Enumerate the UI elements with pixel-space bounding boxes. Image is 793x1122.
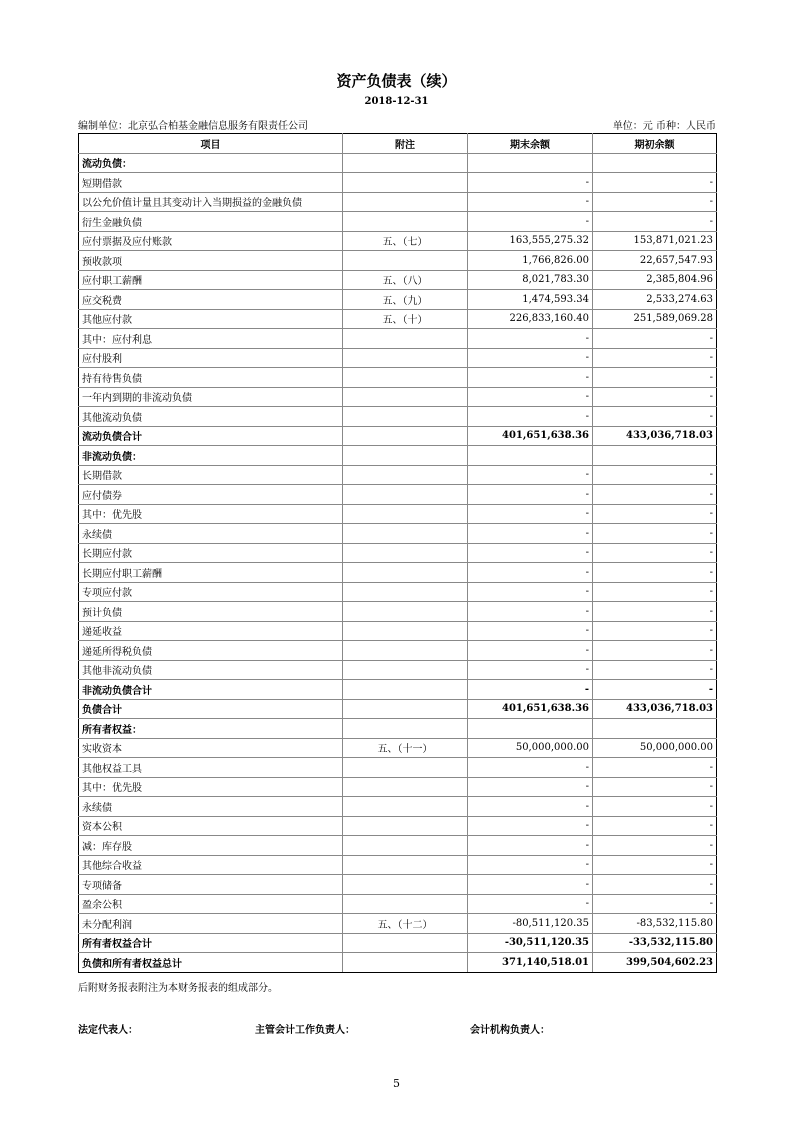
row-begin-balance: - [593,777,717,797]
footnote: 后附财务报表附注为本财务报表的组成部分。 [78,983,278,994]
row-begin-balance: - [593,641,717,661]
row-end-balance: 163,555,275.32 [468,231,593,251]
row-begin-balance: - [593,524,717,544]
row-item: 负债和所有者权益总计 [79,953,343,973]
row-item: 其他权益工具 [79,758,343,778]
row-note [343,426,468,446]
row-note [343,387,468,407]
row-item: 盈余公积 [79,894,343,914]
report-date: 2018-12-31 [364,96,429,107]
row-end-balance: - [468,797,593,817]
row-note [343,407,468,427]
table-row [79,387,717,407]
row-begin-balance [593,719,717,739]
row-begin-balance: - [593,407,717,427]
row-item: 实收资本 [79,738,343,758]
row-begin-balance: - [593,855,717,875]
row-item: 永续债 [79,524,343,544]
row-begin-balance: - [593,192,717,212]
row-item: 减：库存股 [79,836,343,856]
row-end-balance: - [468,348,593,368]
row-end-balance: - [468,777,593,797]
row-begin-balance: - [593,387,717,407]
row-item: 专项应付款 [79,582,343,602]
row-item: 以公允价值计量且其变动计入当期损益的金融负债 [79,192,343,212]
row-item: 其中：优先股 [79,504,343,524]
row-end-balance: - [468,894,593,914]
row-note [343,816,468,836]
row-begin-balance: - [593,680,717,700]
row-note [343,836,468,856]
table-row [79,407,717,427]
table-row [79,933,717,953]
table-row [79,758,717,778]
table-row [79,348,717,368]
table-row [79,446,717,466]
row-item: 应付职工薪酬 [79,270,343,290]
row-note [343,563,468,583]
table-row [79,153,717,173]
row-end-balance: - [468,641,593,661]
table-row [79,504,717,524]
page-number: 5 [393,1077,400,1090]
row-begin-balance: - [593,660,717,680]
row-note [343,680,468,700]
row-end-balance: 1,474,593.34 [468,290,593,310]
table-row [79,309,717,329]
header-end-balance: 期末余额 [468,134,593,154]
row-end-balance: - [468,212,593,232]
row-begin-balance: - [593,173,717,193]
row-note [343,699,468,719]
row-end-balance: - [468,504,593,524]
row-end-balance: -30,511,120.35 [468,933,593,953]
row-end-balance: - [468,368,593,388]
table-row [79,270,717,290]
row-begin-balance: - [593,504,717,524]
row-note [343,855,468,875]
row-item: 预计负债 [79,602,343,622]
row-note [343,933,468,953]
row-item: 衍生金融负债 [79,212,343,232]
row-item: 非流动负债： [79,446,343,466]
row-note [343,251,468,271]
row-end-balance: 401,651,638.36 [468,699,593,719]
row-end-balance: - [468,465,593,485]
row-begin-balance: - [593,368,717,388]
row-begin-balance [593,153,717,173]
row-begin-balance: - [593,797,717,817]
report-title: 资产负债表（续） [336,72,457,90]
row-end-balance: - [468,602,593,622]
row-note [343,446,468,466]
row-item: 其他流动负债 [79,407,343,427]
header-begin-balance: 期初余额 [593,134,717,154]
row-item: 流动负债合计 [79,426,343,446]
accounting-head-label: 主管会计工作负责人： [255,1025,355,1036]
table-row [79,875,717,895]
row-begin-balance: - [593,894,717,914]
table-row [79,582,717,602]
row-note [343,368,468,388]
row-begin-balance: - [593,836,717,856]
row-item: 应付股利 [79,348,343,368]
table-row [79,836,717,856]
table-row [79,543,717,563]
report-meta [78,117,716,132]
row-begin-balance: 153,871,021.23 [593,231,717,251]
row-note [343,329,468,349]
table-row [79,231,717,251]
row-note: 五、（八） [343,270,468,290]
row-note [343,953,468,973]
row-end-balance: 1,766,826.00 [468,251,593,271]
table-row [79,192,717,212]
row-item: 长期应付款 [79,543,343,563]
row-note [343,212,468,232]
row-end-balance: 50,000,000.00 [468,738,593,758]
row-end-balance: - [468,875,593,895]
row-note [343,348,468,368]
row-item: 负债合计 [79,699,343,719]
row-note [343,621,468,641]
table-row [79,173,717,193]
row-begin-balance: - [593,348,717,368]
row-begin-balance: 22,657,547.93 [593,251,717,271]
table-row [79,212,717,232]
row-item: 资本公积 [79,816,343,836]
row-note: 五、（七） [343,231,468,251]
row-end-balance: -80,511,120.35 [468,914,593,934]
table-row [79,855,717,875]
row-item: 永续债 [79,797,343,817]
row-begin-balance: 251,589,069.28 [593,309,717,329]
row-note [343,660,468,680]
row-end-balance: - [468,680,593,700]
row-begin-balance: 2,533,274.63 [593,290,717,310]
row-item: 专项储备 [79,875,343,895]
table-row [79,251,717,271]
row-begin-balance: - [593,816,717,836]
legal-representative-label: 法定代表人： [78,1025,138,1036]
table-header-row [79,134,717,154]
row-item: 持有待售负债 [79,368,343,388]
currency-unit: 单位：元 币种：人民币 [612,121,716,132]
row-item: 应交税费 [79,290,343,310]
row-note [343,153,468,173]
row-item: 一年内到期的非流动负债 [79,387,343,407]
row-end-balance: 8,021,783.30 [468,270,593,290]
row-begin-balance: 399,504,602.23 [593,953,717,973]
row-begin-balance: - [593,329,717,349]
row-item: 递延所得税负债 [79,641,343,661]
row-begin-balance: - [593,212,717,232]
row-begin-balance [593,446,717,466]
row-end-balance: - [468,543,593,563]
row-end-balance: - [468,758,593,778]
table-row [79,329,717,349]
row-end-balance: - [468,582,593,602]
table-row [79,953,717,973]
row-note [343,719,468,739]
row-item: 应付债券 [79,485,343,505]
row-end-balance: - [468,660,593,680]
table-row [79,719,717,739]
row-end-balance: - [468,407,593,427]
row-end-balance: - [468,387,593,407]
row-note [343,524,468,544]
row-note [343,465,468,485]
row-begin-balance: - [593,465,717,485]
row-begin-balance: - [593,758,717,778]
row-note: 五、（十一） [343,738,468,758]
row-begin-balance: 50,000,000.00 [593,738,717,758]
company-name: 编制单位：北京弘合柏基金融信息服务有限责任公司 [78,121,308,132]
row-begin-balance: - [593,602,717,622]
row-note [343,543,468,563]
row-item: 其他综合收益 [79,855,343,875]
row-item: 其中：应付利息 [79,329,343,349]
row-note: 五、（九） [343,290,468,310]
row-item: 长期借款 [79,465,343,485]
row-note [343,758,468,778]
table-row [79,602,717,622]
table-row [79,563,717,583]
row-item: 短期借款 [79,173,343,193]
row-end-balance: - [468,621,593,641]
accounting-agency-head-label: 会计机构负责人： [470,1025,550,1036]
row-item: 长期应付职工薪酬 [79,563,343,583]
table-row [79,816,717,836]
row-note: 五、（十） [343,309,468,329]
row-end-balance: - [468,836,593,856]
table-body [79,153,717,972]
row-item: 递延收益 [79,621,343,641]
row-end-balance: - [468,855,593,875]
row-note [343,641,468,661]
row-note [343,485,468,505]
table-row [79,465,717,485]
row-end-balance [468,719,593,739]
row-end-balance: - [468,173,593,193]
table-row [79,914,717,934]
row-note [343,777,468,797]
row-note: 五、（十二） [343,914,468,934]
row-end-balance: - [468,563,593,583]
row-note [343,582,468,602]
row-note [343,875,468,895]
table-row [79,797,717,817]
row-item: 其他应付款 [79,309,343,329]
row-item: 预收款项 [79,251,343,271]
row-end-balance: - [468,329,593,349]
row-begin-balance: - [593,543,717,563]
row-note [343,797,468,817]
table-row [79,894,717,914]
row-item: 其中：优先股 [79,777,343,797]
row-item: 流动负债： [79,153,343,173]
row-begin-balance: 433,036,718.03 [593,426,717,446]
row-note [343,173,468,193]
row-end-balance: - [468,816,593,836]
row-begin-balance: - [593,875,717,895]
row-end-balance: 401,651,638.36 [468,426,593,446]
row-begin-balance: - [593,582,717,602]
row-item: 所有者权益： [79,719,343,739]
row-end-balance: 371,140,518.01 [468,953,593,973]
table-row [79,426,717,446]
row-end-balance: - [468,485,593,505]
row-note [343,894,468,914]
row-note [343,192,468,212]
row-end-balance [468,446,593,466]
table-row [79,699,717,719]
balance-sheet-table [78,133,717,973]
row-begin-balance: - [593,563,717,583]
table-row [79,524,717,544]
table-row [79,777,717,797]
row-end-balance [468,153,593,173]
table-row [79,485,717,505]
row-begin-balance: - [593,621,717,641]
row-begin-balance: 433,036,718.03 [593,699,717,719]
row-item: 应付票据及应付账款 [79,231,343,251]
row-end-balance: - [468,524,593,544]
row-item: 未分配利润 [79,914,343,934]
header-note: 附注 [343,134,468,154]
table-row [79,641,717,661]
row-item: 所有者权益合计 [79,933,343,953]
row-item: 非流动负债合计 [79,680,343,700]
row-note [343,504,468,524]
row-begin-balance: - [593,485,717,505]
table-row [79,660,717,680]
header-item: 项目 [79,134,343,154]
row-end-balance: - [468,192,593,212]
row-item: 其他非流动负债 [79,660,343,680]
table-row [79,368,717,388]
table-row [79,290,717,310]
row-begin-balance: -33,532,115.80 [593,933,717,953]
row-note [343,602,468,622]
table-row [79,621,717,641]
row-end-balance: 226,833,160.40 [468,309,593,329]
table-row [79,680,717,700]
row-begin-balance: 2,385,804.96 [593,270,717,290]
table-row [79,738,717,758]
row-begin-balance: -83,532,115.80 [593,914,717,934]
